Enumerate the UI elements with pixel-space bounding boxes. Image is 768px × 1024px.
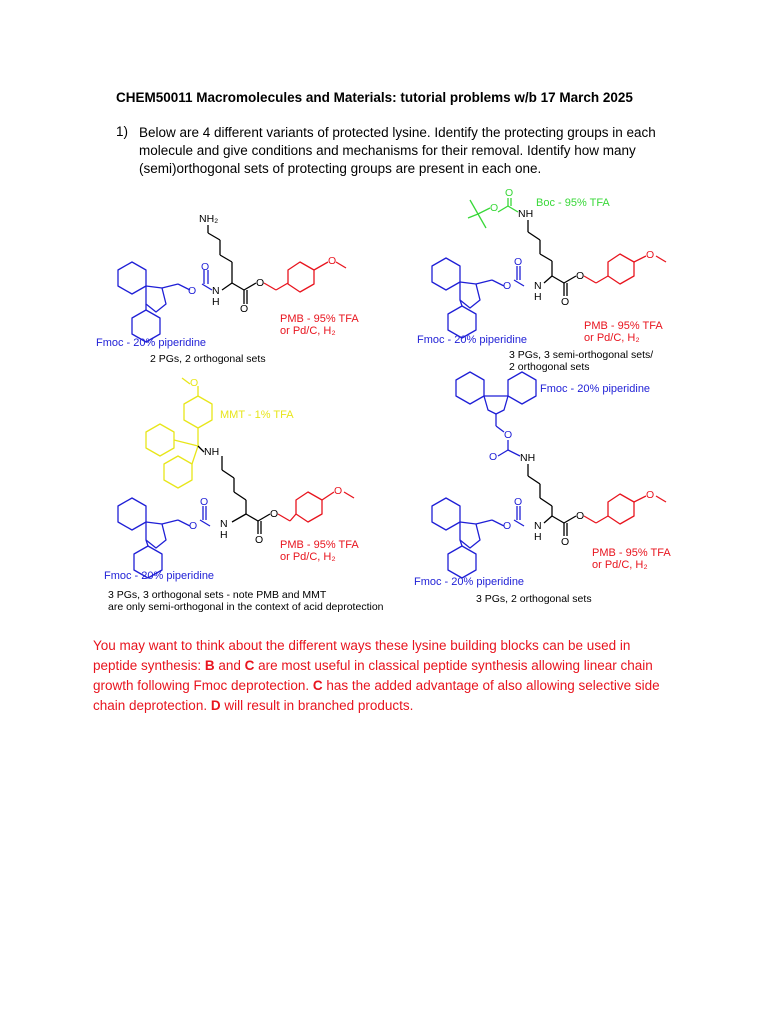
molecule-a-nh2-atom: NH₂ (199, 213, 219, 225)
molecule-c-pmb-label: PMB - 95% TFA (280, 539, 359, 551)
molecule-b-n-atom: N (534, 280, 542, 292)
molecule-a-caption: 2 PGs, 2 orthogonal sets (150, 353, 266, 365)
molecule-d-side-fmoc-structure (456, 372, 536, 456)
molecule-b-nh-atom: NH (518, 208, 534, 220)
molecule-a-ester-o-atom: O (256, 277, 265, 289)
molecule-a-h-atom: H (212, 296, 220, 308)
molecule-d-n-atom: N (534, 520, 542, 532)
molecule-a-methoxy-o-atom: O (328, 255, 337, 267)
molecule-b-boc-label: Boc - 95% TFA (536, 197, 610, 209)
note-text-3: are most useful in classical peptide synthesis allowing linear chain growth following Fmoc deprotection. (93, 658, 653, 693)
question-text: Below are 4 different variants of protected lysine. Identify the protecting groups in each molecule and give conditions and mechanisms for their removal. Identify how many (semi)orthogonal sets of protecting groups are present in each one. (139, 125, 656, 176)
molecule-d-nh-atom: NH (520, 452, 536, 464)
molecule-a-n-atom: N (212, 285, 220, 297)
molecule-a-pmb-label: PMB - 95% TFA (280, 313, 359, 325)
molecule-b-fmoc-carbonyl-o-atom: O (514, 256, 523, 268)
page-title: CHEM50011 Macromolecules and Materials: tutorial problems w/b 17 March 2025 (116, 90, 633, 105)
molecule-b-pmb-alt-label: or Pd/C, H₂ (584, 332, 640, 344)
molecule-c-mmt-label: MMT - 1% TFA (220, 409, 294, 421)
molecule-b-methoxy-o-atom: O (646, 249, 655, 261)
molecule-b-fmoc-o-atom: O (503, 280, 512, 292)
molecule-b-h-atom: H (534, 291, 542, 303)
molecule-a-pmb-alt-label: or Pd/C, H₂ (280, 325, 336, 337)
molecule-d-side-fmoc-o-atom: O (504, 429, 513, 441)
molecule-b-ester-o-atom: O (576, 270, 585, 282)
molecule-a-fmoc-carbonyl-o-atom: O (201, 261, 210, 273)
molecule-d-fmoc-carbonyl-o-atom: O (514, 496, 523, 508)
molecule-c-fmoc-label: Fmoc - 20% piperidine (104, 570, 215, 582)
molecule-c-mmt-o-atom: O (190, 377, 199, 389)
molecule-d-ester-o-atom: O (576, 510, 585, 522)
molecule-c-fmoc-carbonyl-o-atom: O (200, 496, 209, 508)
molecule-c-nh-atom: NH (204, 446, 220, 458)
note-text-2: and (214, 658, 245, 673)
molecule-d-h-atom: H (534, 531, 542, 543)
molecule-c-pmb-alt-label: or Pd/C, H₂ (280, 551, 336, 563)
molecule-b-boc-o-atom: O (490, 202, 499, 214)
note-bold-c: C (244, 658, 255, 673)
molecule-c-caption-line-2: are only semi-orthogonal in the context of acid deprotection (108, 601, 384, 613)
note-bold-c-2: C (312, 678, 323, 693)
molecule-d-side-fmoc-carbonyl-o-atom: O (489, 451, 498, 463)
molecule-d-carbonyl-o-atom: O (561, 536, 570, 548)
molecule-b-fmoc-label: Fmoc - 20% piperidine (417, 334, 528, 346)
molecule-c-fmoc-o-atom: O (189, 520, 198, 532)
molecule-d-pmb-label: PMB - 95% TFA (592, 547, 671, 559)
note-text-1: You may want to think about the different ways these lysine building blocks can be used in peptide synthesis: (93, 638, 631, 673)
question-number: 1) (116, 124, 129, 139)
molecule-a-fmoc-label: Fmoc - 20% piperidine (96, 337, 207, 349)
molecule-d-pmb-alt-label: or Pd/C, H₂ (592, 559, 648, 571)
note-text-5: will result in branched products. (220, 698, 414, 713)
note-bold-b: B (204, 658, 215, 673)
molecule-c-ester-o-atom: O (270, 508, 279, 520)
note-text-4: has the added advantage of also allowing selective side chain deprotection. (93, 678, 660, 713)
molecule-c-carbonyl-o-atom: O (255, 534, 264, 546)
molecule-a-fmoc-o-atom: O (188, 285, 197, 297)
molecule-d-side-fmoc-label: Fmoc - 20% piperidine (540, 383, 651, 395)
note-bold-d: D (210, 698, 221, 713)
molecule-d-fmoc-o-atom: O (503, 520, 512, 532)
molecule-b-caption-line-2: 2 orthogonal sets (509, 361, 590, 373)
note-paragraph (93, 636, 673, 716)
molecule-a-carbonyl-o-atom: O (240, 303, 249, 315)
molecule-d-caption: 3 PGs, 2 orthogonal sets (476, 593, 592, 605)
molecule-b-caption: 3 PGs, 3 semi-orthogonal sets/ (509, 349, 654, 361)
molecule-c-methoxy-o-atom: O (334, 485, 343, 497)
molecule-c-caption: 3 PGs, 3 orthogonal sets - note PMB and MMT (108, 589, 327, 601)
molecule-d-fmoc-label: Fmoc - 20% piperidine (414, 576, 525, 588)
molecule-c-n-atom: N (220, 518, 228, 530)
molecule-b-boc-carbonyl-o-atom: O (505, 187, 514, 199)
molecule-b-pmb-label: PMB - 95% TFA (584, 320, 663, 332)
molecule-c-h-atom: H (220, 529, 228, 541)
molecule-d-methoxy-o-atom: O (646, 489, 655, 501)
molecule-d-fmoc-structure (432, 498, 524, 578)
molecule-b-carbonyl-o-atom: O (561, 296, 570, 308)
